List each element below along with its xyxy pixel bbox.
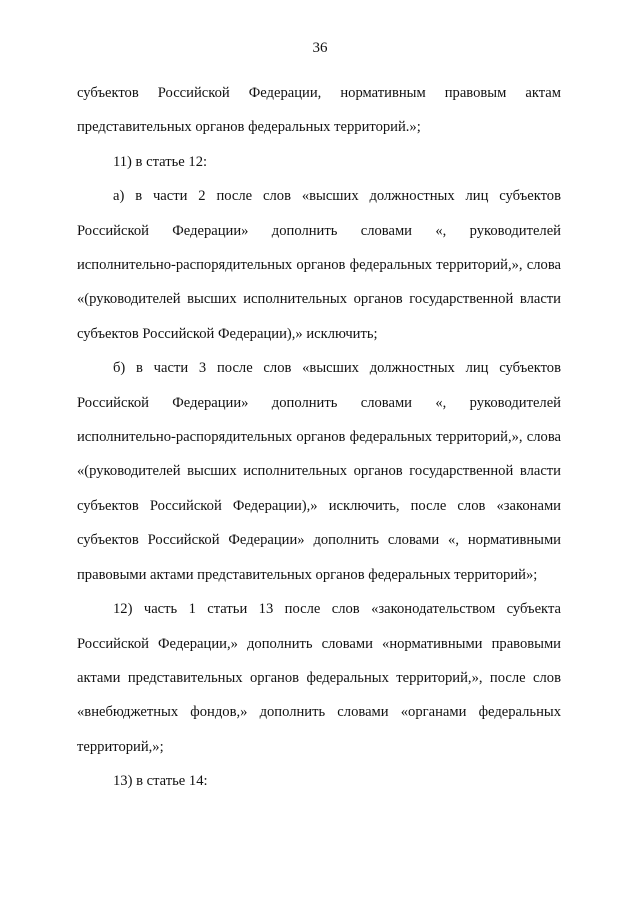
paragraph-subitem-a: а) в части 2 после слов «высших должностных лиц субъектов Российской Федерации» дополнить словами «, руководителей исполнительно-распорядительных органов федеральных территорий,», слова «(руководителей высших исполнительных органов государственной власти субъектов Российской Федерации),» исключить; <box>77 188 561 342</box>
paragraph-subitem-b: б) в части 3 после слов «высших должностных лиц субъектов Российской Федерации» дополнить словами «, руководителей исполнительно-распорядительных органов федеральных территорий,», слова «(руководителей высших исполнительных органов государственной власти субъектов Российской Федерации),» исключить, после слов «законами субъектов Российской Федерации» дополнить словами «, нормативными правовыми актами представительных органов федеральных территорий»; <box>77 360 561 583</box>
paragraph-item-11: 11) в статье 12: <box>113 153 208 170</box>
paragraph-continuation: субъектов Российской Федерации, нормативным правовым актам представительных органов федеральных территорий.»; <box>77 85 561 136</box>
paragraph-item-13: 13) в статье 14: <box>113 773 208 790</box>
paragraph-item-12: 12) часть 1 статьи 13 после слов «законодательством субъекта Российской Федерации,» дополнить словами «нормативными правовыми актами представительных органов федеральных территорий,», после слов «внебюджетных фондов,» дополнить словами «органами федеральных территорий,»; <box>77 601 561 755</box>
document-body <box>77 76 561 799</box>
page-number: 36 <box>312 40 328 56</box>
